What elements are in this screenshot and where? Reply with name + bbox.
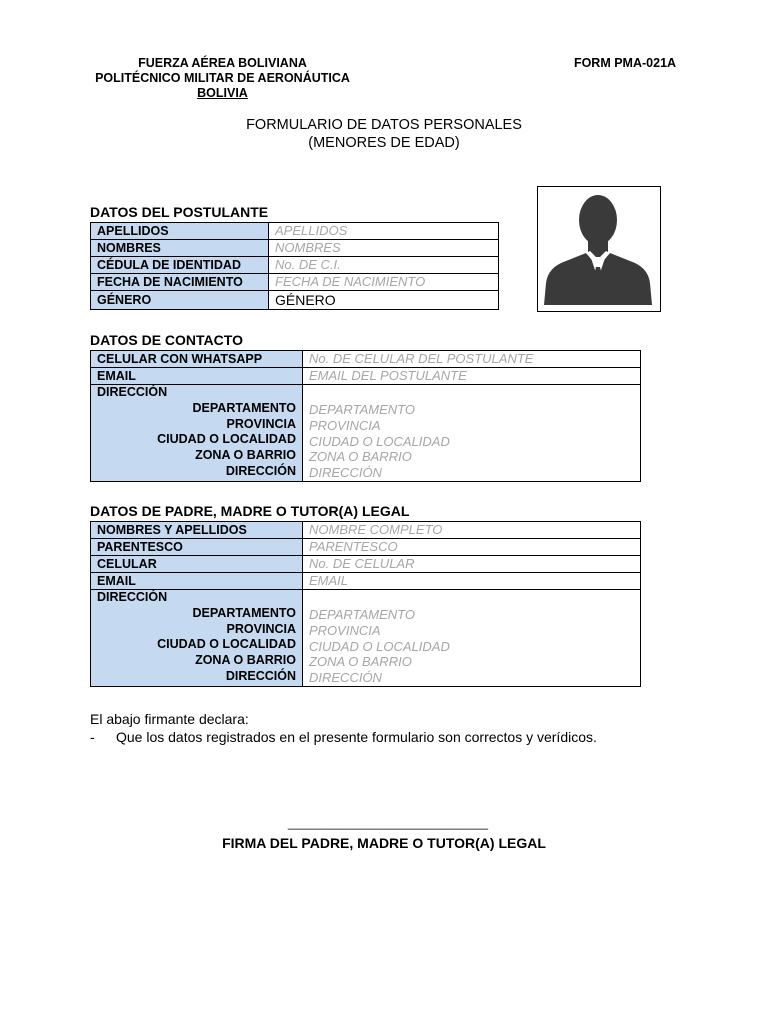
person-silhouette-icon (538, 187, 659, 310)
signature-line: ______________________________ (287, 816, 489, 830)
label-nombres-apellidos: NOMBRES Y APELLIDOS (91, 522, 303, 539)
declaration-item: Que los datos registrados en el presente formulario son correctos y verídicos. (116, 729, 597, 745)
field-parentesco[interactable]: PARENTESCO (303, 539, 641, 556)
label-ciudad: CIUDAD O LOCALIDAD (157, 637, 296, 652)
label-provincia: PROVINCIA (226, 621, 296, 636)
label-cedula: CÉDULA DE IDENTIDAD (91, 257, 269, 274)
table-row (91, 240, 499, 257)
table-row (91, 368, 641, 385)
field-ciudad[interactable]: CIUDAD O LOCALIDAD (309, 638, 450, 654)
address-values (303, 385, 641, 482)
field-zona[interactable]: ZONA O BARRIO (309, 449, 412, 465)
label-provincia: PROVINCIA (226, 416, 296, 431)
field-apellidos[interactable]: APELLIDOS (269, 223, 499, 240)
field-celular-whatsapp[interactable]: No. DE CELULAR DEL POSTULANTE (303, 351, 641, 368)
photo-placeholder[interactable] (537, 186, 661, 312)
field-nombres[interactable]: NOMBRES (269, 240, 499, 257)
field-fecha-nacimiento[interactable]: FECHA DE NACIMIENTO (269, 274, 499, 291)
table-row (91, 291, 499, 310)
table-row (91, 385, 641, 482)
table-row (91, 223, 499, 240)
table-row (91, 257, 499, 274)
contacto-table (90, 350, 641, 482)
org-country: BOLIVIA (197, 86, 248, 100)
label-nombres: NOMBRES (91, 240, 269, 257)
address-values (303, 590, 641, 687)
section-title-contacto: DATOS DE CONTACTO (90, 332, 243, 348)
label-fecha-nacimiento: FECHA DE NACIMIENTO (91, 274, 269, 291)
label-celular-whatsapp: CELULAR CON WHATSAPP (91, 351, 303, 368)
table-row (91, 274, 499, 291)
label-ciudad: CIUDAD O LOCALIDAD (157, 432, 296, 447)
label-genero: GÉNERO (91, 291, 269, 310)
section-title-postulante: DATOS DEL POSTULANTE (90, 204, 269, 220)
section-title-tutor: DATOS DE PADRE, MADRE O TUTOR(A) LEGAL (90, 503, 410, 519)
label-email: EMAIL (91, 368, 303, 385)
table-row (91, 590, 641, 687)
label-zona: ZONA O BARRIO (195, 448, 296, 463)
address-labels (91, 590, 303, 687)
field-ciudad[interactable]: CIUDAD O LOCALIDAD (309, 433, 450, 449)
form-title-line1: FORMULARIO DE DATOS PERSONALES (246, 117, 522, 133)
form-title (0, 116, 768, 152)
field-genero[interactable]: GÉNERO (269, 291, 499, 310)
label-direccion: DIRECCIÓN (225, 668, 296, 683)
form-code: FORM PMA-021A (573, 56, 677, 70)
label-apellidos: APELLIDOS (91, 223, 269, 240)
label-celular: CELULAR (91, 556, 303, 573)
label-zona: ZONA O BARRIO (195, 653, 296, 668)
address-heading: DIRECCIÓN (97, 385, 168, 399)
field-departamento[interactable]: DEPARTAMENTO (309, 607, 415, 622)
table-row (91, 573, 641, 590)
table-row (91, 539, 641, 556)
declaration-intro: El abajo firmante declara: (90, 711, 249, 727)
field-cedula[interactable]: No. DE C.I. (269, 257, 499, 274)
field-email[interactable]: EMAIL DEL POSTULANTE (303, 368, 641, 385)
org-school: POLITÉCNICO MILITAR DE AERONÁUTICA (95, 71, 350, 85)
table-row (91, 556, 641, 573)
org-header (80, 56, 365, 101)
signature-label: FIRMA DEL PADRE, MADRE O TUTOR(A) LEGAL (222, 835, 546, 851)
tutor-table (90, 521, 641, 687)
label-direccion: DIRECCIÓN (225, 463, 296, 478)
label-departamento: DEPARTAMENTO (192, 605, 296, 620)
label-departamento: DEPARTAMENTO (192, 400, 296, 415)
field-provincia[interactable]: PROVINCIA (309, 417, 381, 433)
field-direccion[interactable]: DIRECCIÓN (309, 465, 382, 481)
table-row (91, 351, 641, 368)
field-departamento[interactable]: DEPARTAMENTO (309, 402, 415, 417)
table-row (91, 522, 641, 539)
postulante-table (90, 222, 499, 310)
org-name: FUERZA AÉREA BOLIVIANA (138, 56, 307, 70)
field-zona[interactable]: ZONA O BARRIO (309, 654, 412, 670)
field-email-tutor[interactable]: EMAIL (303, 573, 641, 590)
declaration-bullet: - (90, 729, 95, 745)
field-celular[interactable]: No. DE CELULAR (303, 556, 641, 573)
label-email-tutor: EMAIL (91, 573, 303, 590)
field-provincia[interactable]: PROVINCIA (309, 622, 381, 638)
field-direccion[interactable]: DIRECCIÓN (309, 670, 382, 686)
field-nombre-completo[interactable]: NOMBRE COMPLETO (303, 522, 641, 539)
label-parentesco: PARENTESCO (91, 539, 303, 556)
address-heading: DIRECCIÓN (97, 590, 168, 604)
address-labels (91, 385, 303, 482)
form-title-line2: (MENORES DE EDAD) (308, 135, 460, 151)
